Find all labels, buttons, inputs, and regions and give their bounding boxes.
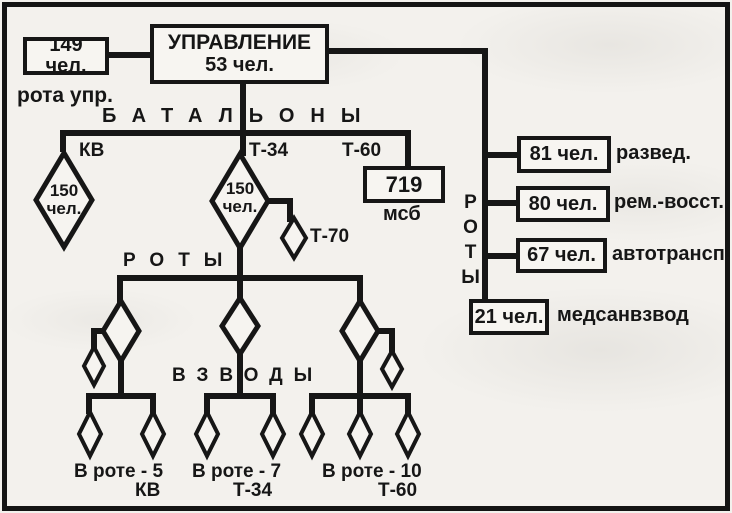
kv-company-note-type: КВ bbox=[135, 480, 161, 501]
companies-section-label: РОТЫ bbox=[123, 250, 237, 271]
kv-company-note: В роте - 5 bbox=[74, 461, 164, 482]
medsanvzvod-label: медсанвзвод bbox=[557, 304, 689, 326]
medsanvzvod-count-box bbox=[469, 299, 549, 335]
hq-box bbox=[150, 24, 329, 84]
t34-battalion-label: Т-34 bbox=[249, 140, 289, 161]
msb-count-box bbox=[363, 166, 445, 203]
t60-battalion-label: Т-60 bbox=[342, 140, 382, 161]
razved-count: 81 чел. bbox=[529, 143, 599, 165]
t34-company-note: В роте - 7 bbox=[192, 461, 282, 482]
razved-label: развед. bbox=[616, 142, 691, 164]
platoons-section-label: ВЗВОДЫ bbox=[172, 365, 324, 386]
medsanvzvod-count: 21 чел. bbox=[474, 305, 544, 328]
kv-strength-unit: чел. bbox=[46, 199, 82, 218]
t60-company-note: В роте - 10 bbox=[322, 461, 422, 482]
support-companies-vertical-label: РОТЫ bbox=[460, 192, 481, 292]
kv-strength-number: 150 bbox=[49, 181, 79, 200]
t70-attached-label: Т-70 bbox=[310, 226, 350, 247]
remvosst-count: 80 чел. bbox=[528, 192, 598, 215]
battalions-section-label: БАТАЛЬОНЫ bbox=[102, 105, 377, 127]
t60-company-note-type: Т-60 bbox=[378, 480, 418, 501]
avtotransp-label: автотрансп. bbox=[612, 243, 731, 265]
avtotransp-count-box bbox=[516, 238, 607, 273]
t34-strength-number: 150 bbox=[225, 179, 255, 198]
razved-count-box bbox=[517, 136, 611, 173]
kv-battalion-label: КВ bbox=[79, 140, 105, 161]
remvosst-label: рем.-восст. bbox=[614, 191, 724, 213]
avtotransp-count: 67 чел. bbox=[527, 244, 596, 266]
t34-company-note-type: Т-34 bbox=[233, 480, 273, 501]
hq-company-label: рота упр. bbox=[17, 84, 113, 107]
t34-strength-unit: чел. bbox=[222, 197, 258, 216]
msb-count: 719 bbox=[385, 171, 423, 197]
hq-strength: 53 чел. bbox=[205, 53, 274, 76]
msb-label: мсб bbox=[383, 203, 421, 225]
hq-title: УПРАВЛЕНИЕ bbox=[167, 31, 312, 55]
remvosst-count-box bbox=[516, 186, 610, 222]
hq-company-count: 149 чел. bbox=[45, 34, 87, 77]
kv-battalion-strength bbox=[29, 182, 99, 218]
hq-company-count-box bbox=[23, 34, 109, 77]
t34-battalion-strength bbox=[205, 180, 275, 216]
